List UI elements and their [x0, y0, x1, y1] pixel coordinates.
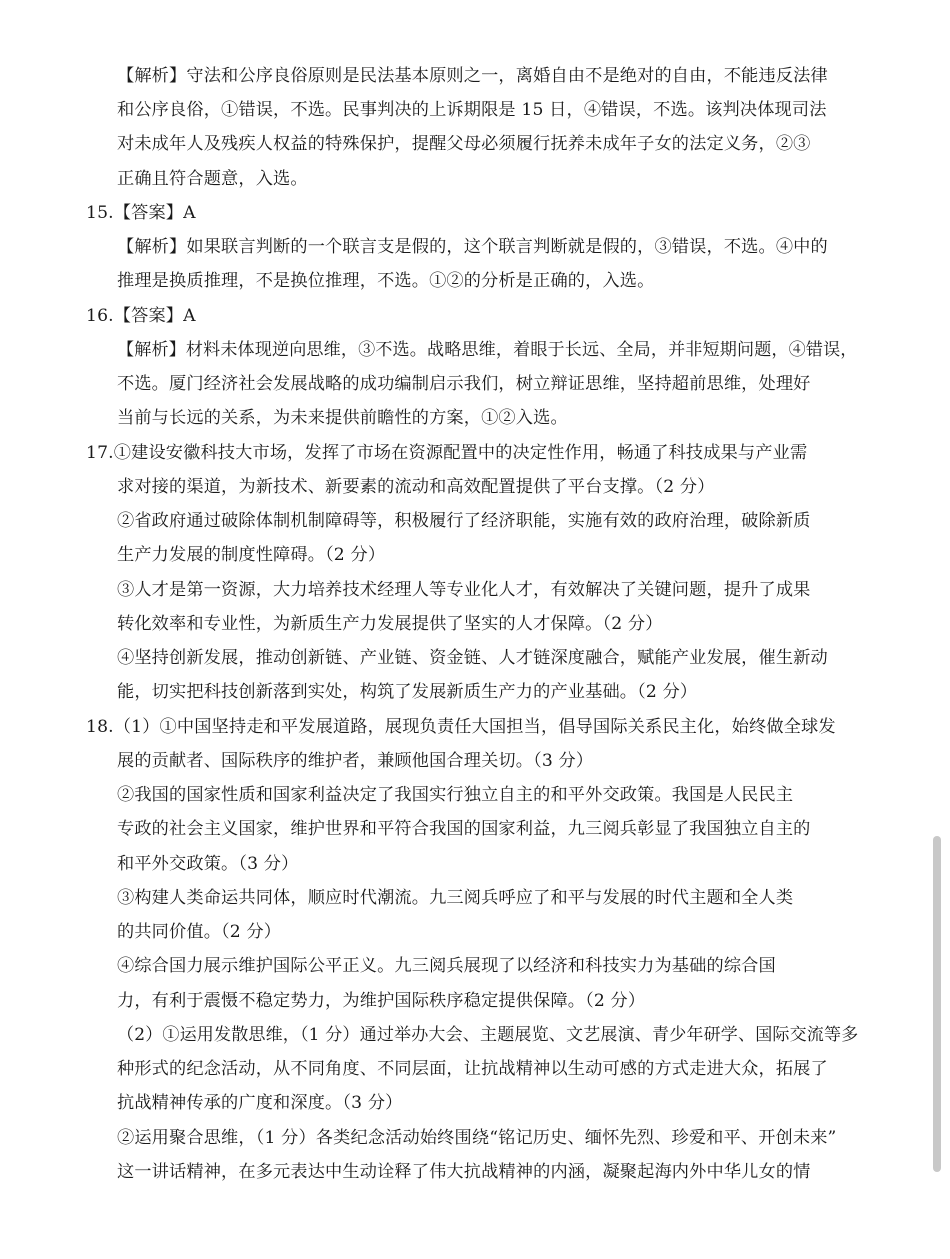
text-line: ③构建人类命运共同体，顺应时代潮流。九三阅兵呼应了和平与发展的时代主题和全人类: [117, 888, 794, 908]
text-line: 不选。厦门经济社会发展战略的成功编制启示我们，树立辩证思维，坚持超前思维，处理好: [117, 374, 811, 394]
text-line: 【解析】守法和公序良俗原则是民法基本原则之一，离婚自由不是绝对的自由，不能违反法律: [117, 66, 828, 86]
answer-15: 15.【答案】A: [86, 203, 196, 223]
text-line: 力，有利于震慑不稳定势力，为维护国际秩序稳定提供保障。（2 分）: [117, 991, 646, 1011]
text-line: 【解析】材料未体现逆向思维，③不选。战略思维，着眼于长远、全局，并非短期问题，④错误，: [117, 340, 858, 360]
answer-18: 18.（1）①中国坚持走和平发展道路，展现负责任大国担当，倡导国际关系民主化，始终做全球发: [86, 717, 836, 737]
answer-17: 17.①建设安徽科技大市场，发挥了市场在资源配置中的决定性作用，畅通了科技成果与产业需: [86, 443, 808, 463]
text-line: 和公序良俗，①错误，不选。民事判决的上诉期限是 15 日，④错误，不选。该判决体现司法: [117, 100, 827, 120]
text-line: （2）①运用发散思维，（1 分）通过举办大会、主题展览、文艺展演、青少年研学、国际交流等多: [117, 1025, 859, 1045]
text-line: ④坚持创新发展，推动创新链、产业链、资金链、人才链深度融合，赋能产业发展，催生新动: [117, 648, 828, 668]
text-line: 种形式的纪念活动，从不同角度、不同层面，让抗战精神以生动可感的方式走进大众，拓展了: [117, 1059, 828, 1079]
text-line: ③人才是第一资源，大力培养技术经理人等专业化人才，有效解决了关键问题，提升了成果: [117, 580, 811, 600]
vertical-scrollbar[interactable]: [933, 836, 941, 1172]
text-line: 的共同价值。（2 分）: [117, 922, 282, 942]
text-line: 这一讲话精神，在多元表达中生动诠释了伟大抗战精神的内涵，凝聚起海内外中华儿女的情: [117, 1162, 811, 1182]
text-line: 专政的社会主义国家，维护世界和平符合我国的国家利益，九三阅兵彰显了我国独立自主的: [117, 819, 811, 839]
text-line: ②省政府通过破除体制机制障碍等，积极履行了经济职能，实施有效的政府治理，破除新质: [117, 511, 811, 531]
text-line: 当前与长远的关系，为未来提供前瞻性的方案，①②入选。: [117, 408, 568, 428]
text-line: ②我国的国家性质和国家利益决定了我国实行独立自主的和平外交政策。我国是人民民主: [117, 785, 794, 805]
text-line: 抗战精神传承的广度和深度。（3 分）: [117, 1093, 403, 1113]
text-line: 能，切实把科技创新落到实处，构筑了发展新质生产力的产业基础。（2 分）: [117, 682, 698, 702]
text-line: 求对接的渠道，为新技术、新要素的流动和高效配置提供了平台支撑。（2 分）: [117, 477, 715, 497]
text-line: ④综合国力展示维护国际公平正义。九三阅兵展现了以经济和科技实力为基础的综合国: [117, 956, 776, 976]
text-line: 【解析】如果联言判断的一个联言支是假的，这个联言判断就是假的，③错误，不选。④中的: [117, 237, 828, 257]
text-line: 对未成年人及残疾人权益的特殊保护，提醒父母必须履行抚养未成年子女的法定义务，②③: [117, 134, 811, 154]
text-line: ②运用聚合思维，（1 分）各类纪念活动始终围绕“铭记历史、缅怀先烈、珍爱和平、开创未来”: [117, 1128, 837, 1148]
text-line: 和平外交政策。（3 分）: [117, 854, 299, 874]
text-line: 正确且符合题意，入选。: [117, 169, 308, 189]
text-line: 转化效率和专业性，为新质生产力发展提供了坚实的人才保障。（2 分）: [117, 614, 663, 634]
text-line: 展的贡献者、国际秩序的维护者，兼顾他国合理关切。（3 分）: [117, 751, 594, 771]
text-line: 推理是换质推理，不是换位推理，不选。①②的分析是正确的，入选。: [117, 271, 655, 291]
text-line: 生产力发展的制度性障碍。（2 分）: [117, 545, 386, 565]
answer-16: 16.【答案】A: [86, 306, 196, 326]
